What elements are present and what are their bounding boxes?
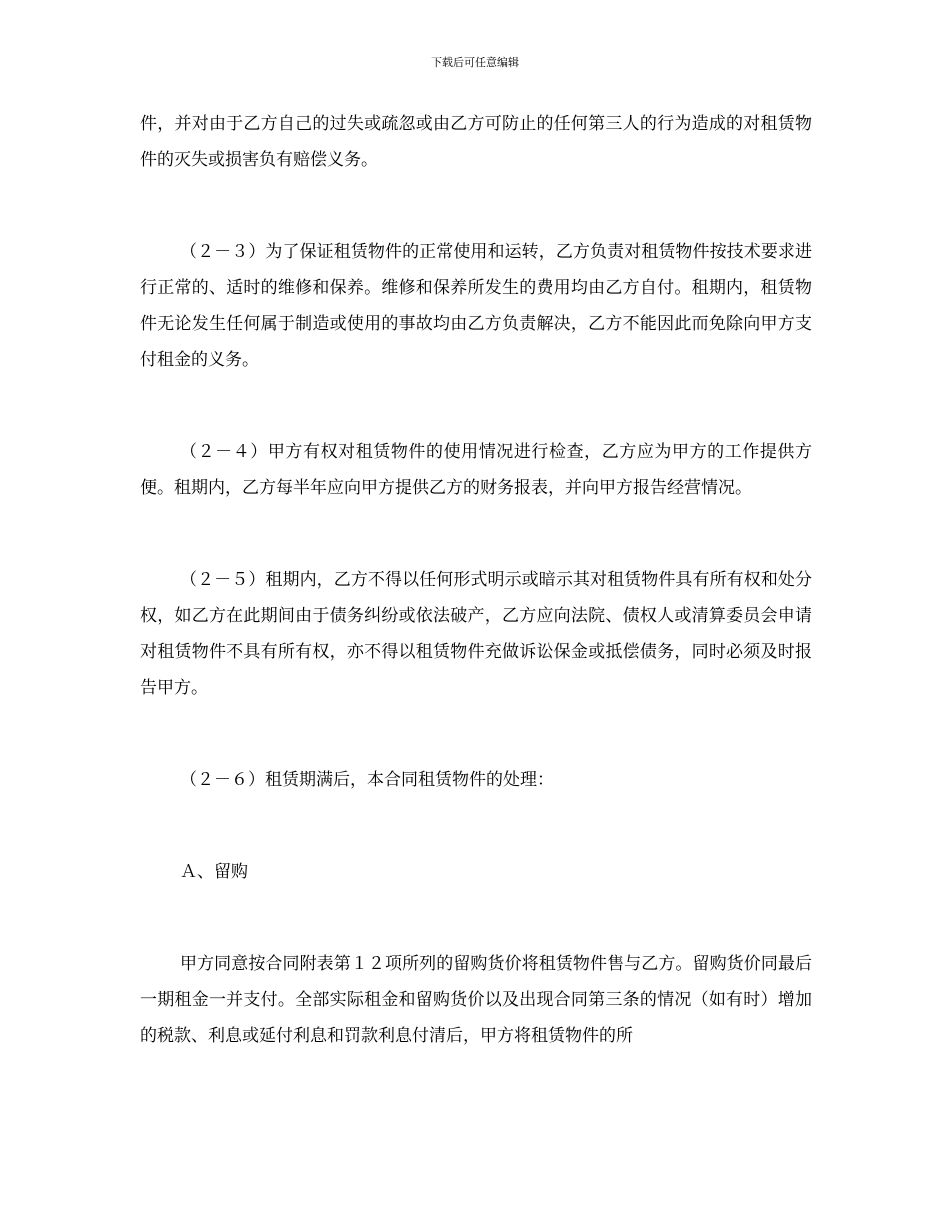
paragraph-clause-2-4: （２－４）甲方有权对租赁物件的使用情况进行检查，乙方应为甲方的工作提供方便。租期内，乙方每半年应向甲方提供乙方的财务报表，并向甲方报告经营情况。 xyxy=(140,442,812,498)
paragraph-continuation: 件，并对由于乙方自己的过失或疏忽或由乙方可防止的任何第三人的行为造成的对租赁物件的灭失或损害负有赔偿义务。 xyxy=(140,114,812,170)
document-body xyxy=(140,106,812,1054)
paragraph-clause-2-3: （２－３）为了保证租赁物件的正常使用和运转，乙方负责对租赁物件按技术要求进行正常的、适时的维修和保养。维修和保养所发生的费用均由乙方自付。租期内，租赁物件无论发生任何属于制造或使用的事故均由乙方负责解决，乙方不能因此而免除向甲方支付租金的义务。 xyxy=(140,242,812,370)
paragraph-clause-2-6: （２－６）租赁期满后，本合同租赁物件的处理： xyxy=(180,770,554,790)
page-header: 下载后可任意编辑 xyxy=(431,56,519,69)
paragraph-option-a: Ａ、留购 xyxy=(180,862,248,882)
paragraph-clause-2-5: （２－５）租期内，乙方不得以任何形式明示或暗示其对租赁物件具有所有权和处分权，如乙方在此期间由于债务纠纷或依法破产，乙方应向法院、债权人或清算委员会申请对租赁物件不具有所有权，亦不得以租赁物件充做诉讼保金或抵偿债务，同时必须及时报告甲方。 xyxy=(140,570,812,698)
paragraph-purchase-terms: 甲方同意按合同附表第１２项所列的留购货价将租赁物件售与乙方。留购货价同最后一期租金一并支付。全部实际租金和留购货价以及出现合同第三条的情况（如有时）增加的税款、利息或延付利息和罚款利息付清后，甲方将租赁物件的所 xyxy=(140,954,812,1046)
